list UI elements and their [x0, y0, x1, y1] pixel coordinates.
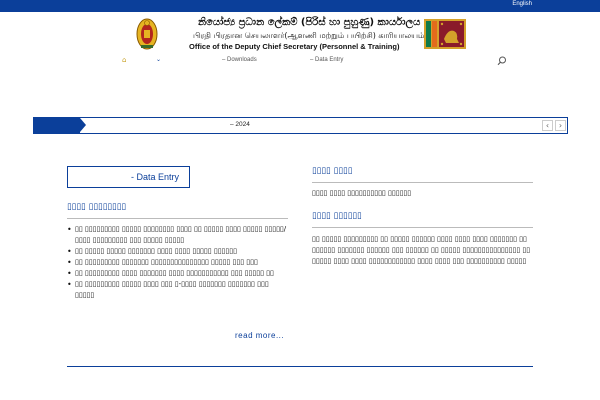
news-ticker — [33, 117, 568, 134]
list-item[interactable]: • ▯▯ ▯▯▯▯▯▯▯▯▯ ▯▯▯▯▯ ▯▯▯▯▯▯▯▯ ▯▯▯▯ ▯▯ ▯▯▯▯▯ ▯▯▯▯ ▯▯▯▯▯ ▯▯▯▯▯/ ▯▯▯▯ ▯▯▯▯▯▯▯▯▯ ▯▯▯ ▯▯▯▯▯ ▯▯▯▯▯ — [67, 224, 289, 246]
site-header — [0, 12, 600, 56]
sri-lanka-emblem-icon — [136, 17, 158, 51]
home-icon[interactable]: ⌂ — [122, 56, 127, 64]
title-sinhala: නියෝජ්‍ය ප්‍රධාන ලේකම් (පිරිස් හා පුහුණු) කාර්යාලය — [198, 17, 421, 28]
section-heading-right-1: ▯▯▯▯ ▯▯▯▯ — [312, 166, 353, 176]
chevron-down-icon[interactable]: ⌄ — [156, 56, 162, 63]
divider-right-2 — [312, 227, 533, 228]
section-heading-left: ▯▯▯▯ ▯▯▯▯▯▯▯▯ — [67, 202, 127, 212]
list-item[interactable]: • ▯▯ ▯▯▯▯▯▯▯▯▯ ▯▯▯▯▯▯▯ ▯▯▯▯▯▯▯▯▯▯▯▯▯▯▯ ▯▯▯▯▯ ▯▯▯ ▯▯▯ — [67, 257, 289, 268]
news-list — [67, 224, 289, 301]
language-link-english[interactable]: English — [512, 1, 532, 7]
list-item[interactable]: • ▯▯ ▯▯▯▯▯▯▯▯▯ ▯▯▯▯▯ ▯▯▯▯ ▯▯▯ ▯-▯▯▯▯ ▯▯▯▯▯▯▯ ▯▯▯▯▯▯▯ ▯▯▯ ▯▯▯▯▯ — [67, 279, 289, 301]
read-more-link[interactable]: read more... — [235, 331, 285, 340]
right-text-2: ▯▯ ▯▯▯▯▯ ▯▯▯▯▯▯▯▯▯ ▯▯ ▯▯▯▯▯ ▯▯▯▯▯▯ ▯▯▯▯ ▯▯▯▯ ▯▯▯▯ ▯▯▯▯▯▯▯ ▯▯ ▯▯▯▯▯▯ ▯▯▯▯▯▯▯ ▯▯▯▯▯▯ ▯▯▯ ▯▯▯▯▯▯ ▯▯ ▯▯▯▯▯ ▯▯▯▯▯▯▯▯▯▯▯▯▯▯▯ ▯▯ ▯▯▯▯▯ ▯▯▯▯ ▯▯▯▯ ▯▯▯▯▯▯▯▯▯▯▯▯ ▯▯▯▯ ▯▯▯▯ ▯▯▯ ▯▯▯▯▯▯▯▯▯▯ ▯▯▯▯▯ — [312, 235, 531, 265]
divider-right-1 — [312, 182, 533, 183]
data-entry-button[interactable]: - Data Entry — [67, 166, 190, 188]
main-nav — [0, 56, 600, 68]
nav-item-downloads[interactable]: – Downloads — [222, 57, 257, 63]
ticker-text[interactable]: – 2024 — [230, 121, 250, 128]
right-text-1: ▯▯▯▯ ▯▯▯▯ ▯▯▯▯▯▯▯▯▯▯ ▯▯▯▯▯▯ — [312, 189, 412, 197]
title-english: Office of the Deputy Chief Secretary (Personnel & Training) — [189, 42, 400, 51]
ticker-prev-button[interactable]: ‹ — [542, 120, 553, 131]
search-icon[interactable] — [497, 56, 507, 66]
section-heading-right-2: ▯▯▯▯ ▯▯▯▯▯▯ — [312, 211, 362, 221]
ticker-label — [34, 118, 80, 133]
nav-item-data-entry[interactable]: – Data Entry — [310, 57, 344, 63]
top-bar — [0, 0, 600, 12]
divider-left — [67, 218, 288, 219]
list-item[interactable]: • ▯▯ ▯▯▯▯▯▯▯▯▯ ▯▯▯▯ ▯▯▯▯▯▯▯ ▯▯▯▯ ▯▯▯▯▯▯▯▯▯▯▯ ▯▯▯ ▯▯▯▯▯ ▯▯ — [67, 268, 289, 279]
list-item[interactable]: • ▯▯ ▯▯▯▯▯ ▯▯▯▯▯ ▯▯▯▯▯▯▯ ▯▯▯▯ ▯▯▯▯ ▯▯▯▯▯ ▯▯▯▯▯▯ — [67, 246, 289, 257]
ticker-next-button[interactable]: › — [555, 120, 566, 131]
footer-divider — [67, 366, 533, 367]
title-tamil: பிரதி பிரதான செயலாளர்(ஆளணி மற்றும் பயிற்சி) காரியாலயம் — [193, 31, 425, 40]
sri-lanka-flag-icon — [424, 19, 466, 49]
